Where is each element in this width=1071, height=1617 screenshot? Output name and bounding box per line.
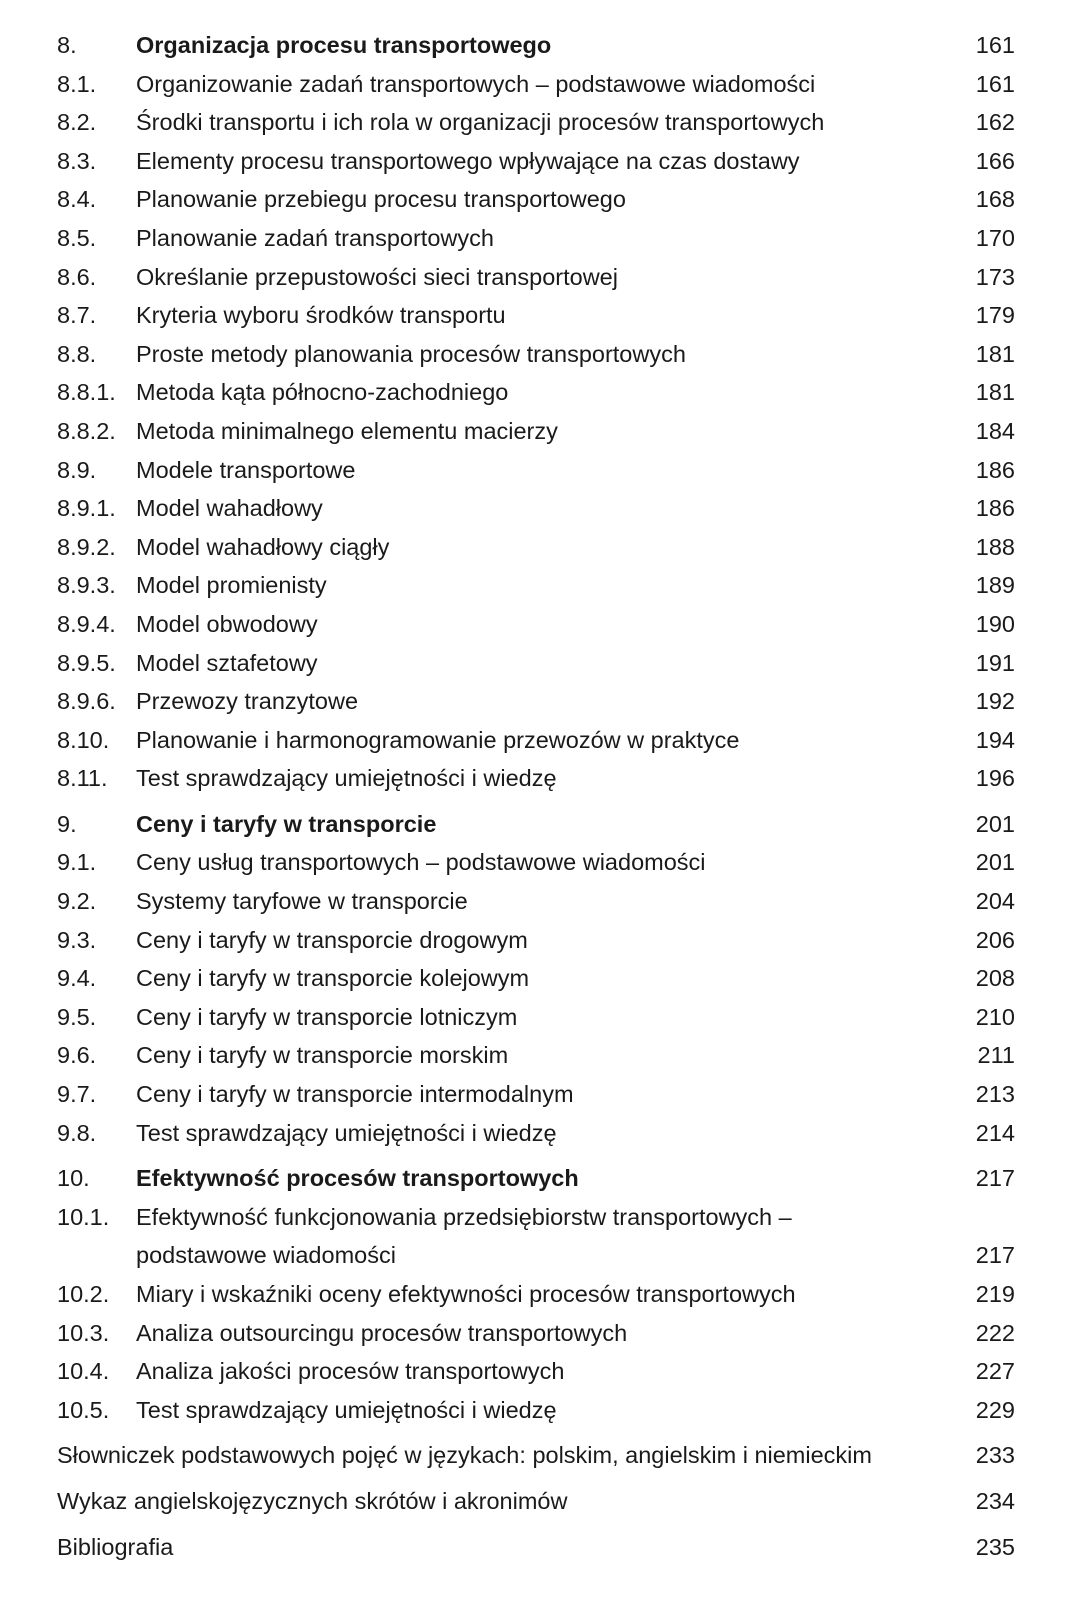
toc-entry-page-number: 186 <box>975 456 1015 483</box>
toc-entry-title: Przewozy tranzytowe <box>136 688 359 715</box>
toc-entry-title: Systemy taryfowe w transporcie <box>136 888 468 915</box>
toc-entry-number: 8.9.1. <box>57 495 116 522</box>
toc-entry-page-number: 211 <box>977 1042 1015 1069</box>
toc-entry <box>57 1352 1015 1391</box>
toc-entry <box>57 1314 1015 1353</box>
toc-entry <box>57 451 1015 490</box>
toc-entry-title: Bibliografia <box>57 1533 174 1560</box>
toc-entry-page-number: 173 <box>975 263 1015 290</box>
toc-entry-title: Kryteria wyboru środków transportu <box>136 302 506 329</box>
toc-entry <box>57 142 1015 181</box>
toc-entry-page-number: 191 <box>975 649 1015 676</box>
toc-chapter-entry <box>57 26 1015 65</box>
toc-entry-number: 10. <box>57 1165 90 1192</box>
toc-entry-number: 8. <box>57 32 77 58</box>
toc-entry-number: 8.9. <box>57 456 97 483</box>
toc-entry-number: 10.4. <box>57 1358 110 1385</box>
toc-entry-number: 8.10. <box>57 726 110 753</box>
toc-entry-title: Wykaz angielskojęzycznych skrótów i akronimów <box>57 1487 568 1514</box>
toc-entry-number: 8.8.2. <box>57 417 116 444</box>
toc-entry-page-number: 181 <box>975 340 1015 367</box>
toc-entry-page-number: 181 <box>975 379 1015 406</box>
toc-entry <box>57 1075 1015 1114</box>
toc-entry-title: Analiza jakości procesów transportowych <box>136 1358 565 1385</box>
toc-entry-title-line: Efektywność funkcjonowania przedsiębiorstw transportowych – <box>136 1203 792 1230</box>
toc-entry <box>57 566 1015 605</box>
toc-entry-title: Model promienisty <box>136 572 327 599</box>
toc-entry <box>57 180 1015 219</box>
toc-entry-number: 9.3. <box>57 926 97 953</box>
toc-entry-title <box>136 1198 792 1275</box>
toc-entry-page-number: 184 <box>975 417 1015 444</box>
toc-entry-page-number: 217 <box>975 1242 1015 1269</box>
toc-entry-title: Planowanie zadań transportowych <box>136 224 494 251</box>
toc-entry <box>57 489 1015 528</box>
toc-entry-title: Określanie przepustowości sieci transportowej <box>136 263 618 290</box>
toc-entry <box>57 373 1015 412</box>
toc-entry-number: 8.4. <box>57 186 97 213</box>
toc-entry-number: 9.4. <box>57 965 97 992</box>
toc-entry-title: Planowanie i harmonogramowanie przewozów w praktyce <box>136 726 740 753</box>
toc-entry-page-number: 234 <box>975 1487 1015 1514</box>
toc-entry <box>57 528 1015 567</box>
toc-entry <box>57 335 1015 374</box>
toc-entry-title: Efektywność procesów transportowych <box>136 1165 579 1192</box>
toc-entry-title: Ceny i taryfy w transporcie lotniczym <box>136 1003 518 1030</box>
toc-entry-title: Test sprawdzający umiejętności i wiedzę <box>136 765 557 792</box>
toc-entry-title: Model obwodowy <box>136 610 318 637</box>
toc-entry-number: 10.3. <box>57 1319 110 1346</box>
toc-entry-page-number: 227 <box>975 1358 1015 1385</box>
toc-entry-page-number: 190 <box>975 610 1015 637</box>
toc-entry-page-number: 168 <box>975 186 1015 213</box>
toc-entry-title: Metoda kąta północno-zachodniego <box>136 379 509 406</box>
toc-entry-page-number: 192 <box>975 688 1015 715</box>
toc-entry-page-number: 219 <box>975 1281 1015 1307</box>
toc-entry-page-number: 161 <box>975 32 1015 58</box>
toc-entry-number: 8.9.4. <box>57 610 116 637</box>
toc-entry-number: 9. <box>57 810 77 837</box>
toc-entry <box>57 921 1015 960</box>
toc-entry-number: 8.6. <box>57 263 97 290</box>
toc-entry-title: Analiza outsourcingu procesów transportowych <box>136 1319 628 1346</box>
toc-entry-page-number: 166 <box>975 147 1015 174</box>
toc-entry-title: Organizowanie zadań transportowych – podstawowe wiadomości <box>136 70 816 97</box>
toc-entry-page-number: 229 <box>975 1396 1015 1423</box>
toc-entry-title: Model sztafetowy <box>136 649 318 676</box>
toc-entry-number: 8.9.5. <box>57 649 116 676</box>
toc-entry <box>57 682 1015 721</box>
toc-entry-title: Planowanie przebiegu procesu transportowego <box>136 186 626 213</box>
toc-entry-title-line: podstawowe wiadomości <box>136 1242 396 1269</box>
toc-entry-title: Ceny usług transportowych – podstawowe wiadomości <box>136 849 706 876</box>
toc-entry-number: 8.9.2. <box>57 533 116 560</box>
toc-entry-page-number: 189 <box>975 572 1015 599</box>
toc-entry <box>57 1391 1015 1430</box>
toc-entry-number: 9.8. <box>57 1119 97 1146</box>
toc-entry-title: Ceny i taryfy w transporcie intermodalnym <box>136 1081 574 1108</box>
toc-entry <box>57 882 1015 921</box>
toc-entry-number: 8.1. <box>57 70 97 97</box>
toc-entry-number: 8.9.3. <box>57 572 116 599</box>
toc-entry-title: Środki transportu i ich rola w organizacji procesów transportowych <box>136 109 825 136</box>
toc-entry-page-number: 233 <box>975 1442 1015 1469</box>
toc-entry-page-number: 235 <box>975 1533 1015 1560</box>
toc-entry-page-number: 201 <box>975 849 1015 876</box>
toc-entry-number: 9.2. <box>57 888 97 915</box>
toc-entry-title: Ceny i taryfy w transporcie kolejowym <box>136 965 530 992</box>
toc-entry-page-number: 201 <box>975 810 1015 837</box>
toc-entry <box>57 998 1015 1037</box>
toc-entry-number: 8.8.1. <box>57 379 116 406</box>
toc-entry-page-number: 194 <box>975 726 1015 753</box>
toc-entry <box>57 759 1015 798</box>
toc-entry-number: 8.2. <box>57 109 97 136</box>
toc-entry-page-number: 179 <box>975 302 1015 329</box>
toc-entry <box>57 605 1015 644</box>
toc-entry <box>57 258 1015 297</box>
toc-entry-number: 8.3. <box>57 147 97 174</box>
toc-entry-page-number: 222 <box>975 1319 1015 1346</box>
toc-entry <box>57 296 1015 335</box>
toc-entry <box>57 103 1015 142</box>
toc-entry-title: Ceny i taryfy w transporcie <box>136 810 437 837</box>
toc-entry <box>57 1114 1015 1153</box>
toc-entry-page-number: 214 <box>975 1119 1015 1146</box>
toc-entry <box>57 644 1015 683</box>
toc-entry-title: Model wahadłowy <box>136 495 323 522</box>
toc-entry <box>57 1275 1015 1314</box>
toc-entry-page-number: 188 <box>975 533 1015 560</box>
toc-entry-number: 9.5. <box>57 1003 97 1030</box>
toc-entry-page-number: 210 <box>975 1003 1015 1030</box>
toc-chapter-entry <box>57 1159 1015 1198</box>
toc-entry-number: 8.5. <box>57 224 97 251</box>
toc-entry-title: Słowniczek podstawowych pojęć w językach: polskim, angielskim i niemieckim <box>57 1442 872 1469</box>
toc-entry-number: 10.2. <box>57 1281 110 1307</box>
toc-entry-title: Modele transportowe <box>136 456 356 483</box>
toc-entry-page-number: 186 <box>975 495 1015 522</box>
toc-entry-number: 10.5. <box>57 1396 110 1423</box>
toc-entry-page-number: 208 <box>975 965 1015 992</box>
toc-entry <box>57 1436 1015 1475</box>
toc-entry <box>57 843 1015 882</box>
toc-entry-page-number: 170 <box>975 224 1015 251</box>
toc-entry <box>57 1528 1015 1567</box>
toc-entry-page-number: 196 <box>975 765 1015 792</box>
toc-entry-number: 8.11. <box>57 765 108 792</box>
toc-entry-page-number: 161 <box>975 70 1015 97</box>
toc-entry <box>57 721 1015 760</box>
toc-entry <box>57 412 1015 451</box>
toc-entry-title: Proste metody planowania procesów transportowych <box>136 340 686 367</box>
toc-entry <box>57 1482 1015 1521</box>
toc-entry <box>57 959 1015 998</box>
toc-entry-number: 9.1. <box>57 849 97 876</box>
table-of-contents <box>57 26 1015 1566</box>
toc-entry-page-number: 162 <box>975 109 1015 136</box>
toc-chapter-entry <box>57 805 1015 844</box>
toc-entry <box>57 65 1015 104</box>
toc-entry-number: 10.1. <box>57 1203 110 1230</box>
toc-entry-number: 9.6. <box>57 1042 97 1069</box>
toc-entry-number: 8.9.6. <box>57 688 116 715</box>
toc-entry-number: 8.7. <box>57 302 97 329</box>
toc-entry-number: 8.8. <box>57 340 97 367</box>
toc-entry <box>57 219 1015 258</box>
toc-entry-page-number: 213 <box>975 1081 1015 1108</box>
toc-entry-page-number: 206 <box>975 926 1015 953</box>
toc-entry-title: Organizacja procesu transportowego <box>136 32 552 58</box>
toc-entry-page-number: 217 <box>975 1165 1015 1192</box>
toc-entry-title: Test sprawdzający umiejętności i wiedzę <box>136 1396 557 1423</box>
toc-entry-title: Test sprawdzający umiejętności i wiedzę <box>136 1119 557 1146</box>
toc-entry <box>57 1198 1015 1275</box>
toc-entry <box>57 1036 1015 1075</box>
toc-entry-page-number: 204 <box>975 888 1015 915</box>
toc-entry-title: Miary i wskaźniki oceny efektywności procesów transportowych <box>136 1281 796 1307</box>
toc-entry-title: Ceny i taryfy w transporcie drogowym <box>136 926 528 953</box>
toc-entry-title: Ceny i taryfy w transporcie morskim <box>136 1042 509 1069</box>
toc-entry-title: Elementy procesu transportowego wpływające na czas dostawy <box>136 147 800 174</box>
toc-entry-title: Metoda minimalnego elementu macierzy <box>136 417 558 444</box>
toc-entry-number: 9.7. <box>57 1081 97 1108</box>
toc-entry-title: Model wahadłowy ciągły <box>136 533 390 560</box>
